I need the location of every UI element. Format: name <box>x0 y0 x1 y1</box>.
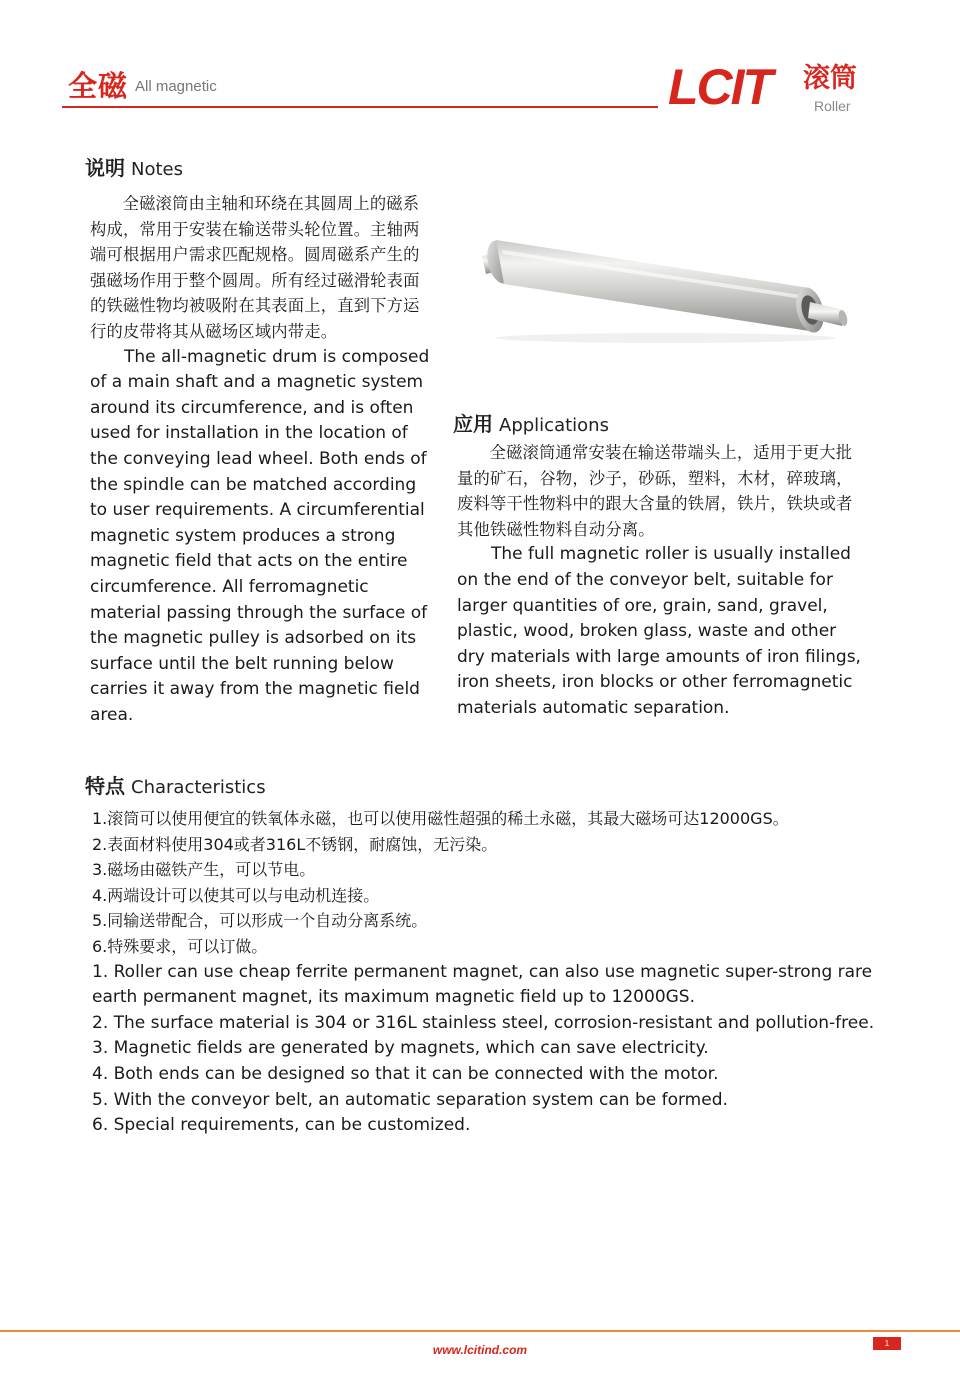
characteristics-heading <box>85 770 266 799</box>
page-title-cn: 全磁 <box>68 69 129 103</box>
footer-website-link[interactable]: www.lcitind.com <box>432 1343 528 1357</box>
characteristic-item-en: 1. Roller can use cheap ferrite permanent magnet, can also use magnetic super-strong rare earth permanent magnet, its maximum magnetic field up to 12000GS. <box>92 961 873 1008</box>
characteristics-heading-en: Characteristics <box>131 777 266 798</box>
logo-mark: LCIT <box>668 59 772 115</box>
applications-text-en: The full magnetic roller is usually installed on the end of the conveyor belt, suitable for larger quantities of ore, grain, sand, gravel, plastic, wood, broken glass, waste and other dry materials with large amounts of iron filings, iron sheets, iron blocks or other ferromagnetic materials automatic separation. <box>457 544 861 718</box>
characteristic-item-cn: 3.磁场由磁铁产生，可以节电。 <box>92 860 316 880</box>
notes-text-cn: 全磁滚筒由主轴和环绕在其圆周上的磁系构成，常用于安装在输送带头轮位置。主轴两端可根据用户需求匹配规格。圆周磁系产生的强磁场作用于整个圆周。所有经过磁滑轮表面的铁磁性物均被吸附在其表面上，直到下方运行的皮带将其从磁场区域内带走。 <box>90 194 420 341</box>
header-divider <box>62 106 658 108</box>
characteristics-heading-cn: 特点 <box>85 774 125 798</box>
characteristic-item-cn: 4.两端设计可以使其可以与电动机连接。 <box>92 885 380 905</box>
characteristics-list <box>92 806 882 1139</box>
notes-heading-en: Notes <box>131 159 183 180</box>
characteristic-item-cn: 6.特殊要求，可以订做。 <box>92 936 268 956</box>
page-title-en: All magnetic <box>135 78 217 95</box>
characteristic-item-en: 6. Special requirements, can be customized. <box>92 1115 471 1136</box>
notes-heading-cn: 说明 <box>85 156 125 180</box>
characteristic-item-en: 3. Magnetic fields are generated by magnets, which can save electricity. <box>92 1038 709 1059</box>
characteristic-item-en: 4. Both ends can be designed so that it can be connected with the motor. <box>92 1063 719 1084</box>
characteristic-item-cn: 5.同输送带配合，可以形成一个自动分离系统。 <box>92 911 428 931</box>
notes-body <box>90 191 435 728</box>
characteristic-item-cn: 2.表面材料使用304或者316L不锈钢，耐腐蚀，无污染。 <box>92 834 498 854</box>
characteristic-item-en: 5. With the conveyor belt, an automatic separation system can be formed. <box>92 1089 728 1110</box>
logo-text-en: Roller <box>814 98 851 114</box>
characteristic-item-cn: 1.滚筒可以使用便宜的铁氧体永磁，也可以使用磁性超强的稀土永磁，其最大磁场可达12000GS。 <box>92 809 789 828</box>
applications-heading <box>453 408 609 437</box>
applications-heading-en: Applications <box>499 415 609 436</box>
lcit-logo <box>668 60 868 120</box>
magnetic-roller-image <box>476 226 856 346</box>
notes-text-en: The all-magnetic drum is composed of a main shaft and a magnetic system around its circumference, and is often used for installation in the location of the conveying lead wheel. Both ends of the spindle can be matched according to user requirements. A circumferential magnetic system produces a strong magnetic field that acts on the entire circumference. All ferromagnetic material passing through the surface of the magnetic pulley is adsorbed on its surface until the belt running below carries it away from the magnetic field area. <box>90 346 430 725</box>
characteristic-item-en: 2. The surface material is 304 or 316L stainless steel, corrosion-resistant and pollution-free. <box>92 1012 875 1033</box>
applications-heading-cn: 应用 <box>453 412 493 436</box>
footer-divider <box>0 1330 960 1332</box>
applications-body <box>457 440 867 722</box>
page-number-badge: 1 <box>873 1337 901 1350</box>
logo-text-cn: 滚筒 <box>803 63 857 94</box>
applications-text-cn: 全磁滚筒通常安装在输送带端头上，适用于更大批量的矿石，谷物，沙子，砂砾，塑料，木材，碎玻璃，废料等干性物料中的跟大含量的铁屑，铁片，铁块或者其他铁磁性物料自动分离。 <box>457 443 853 539</box>
notes-heading <box>85 152 183 181</box>
